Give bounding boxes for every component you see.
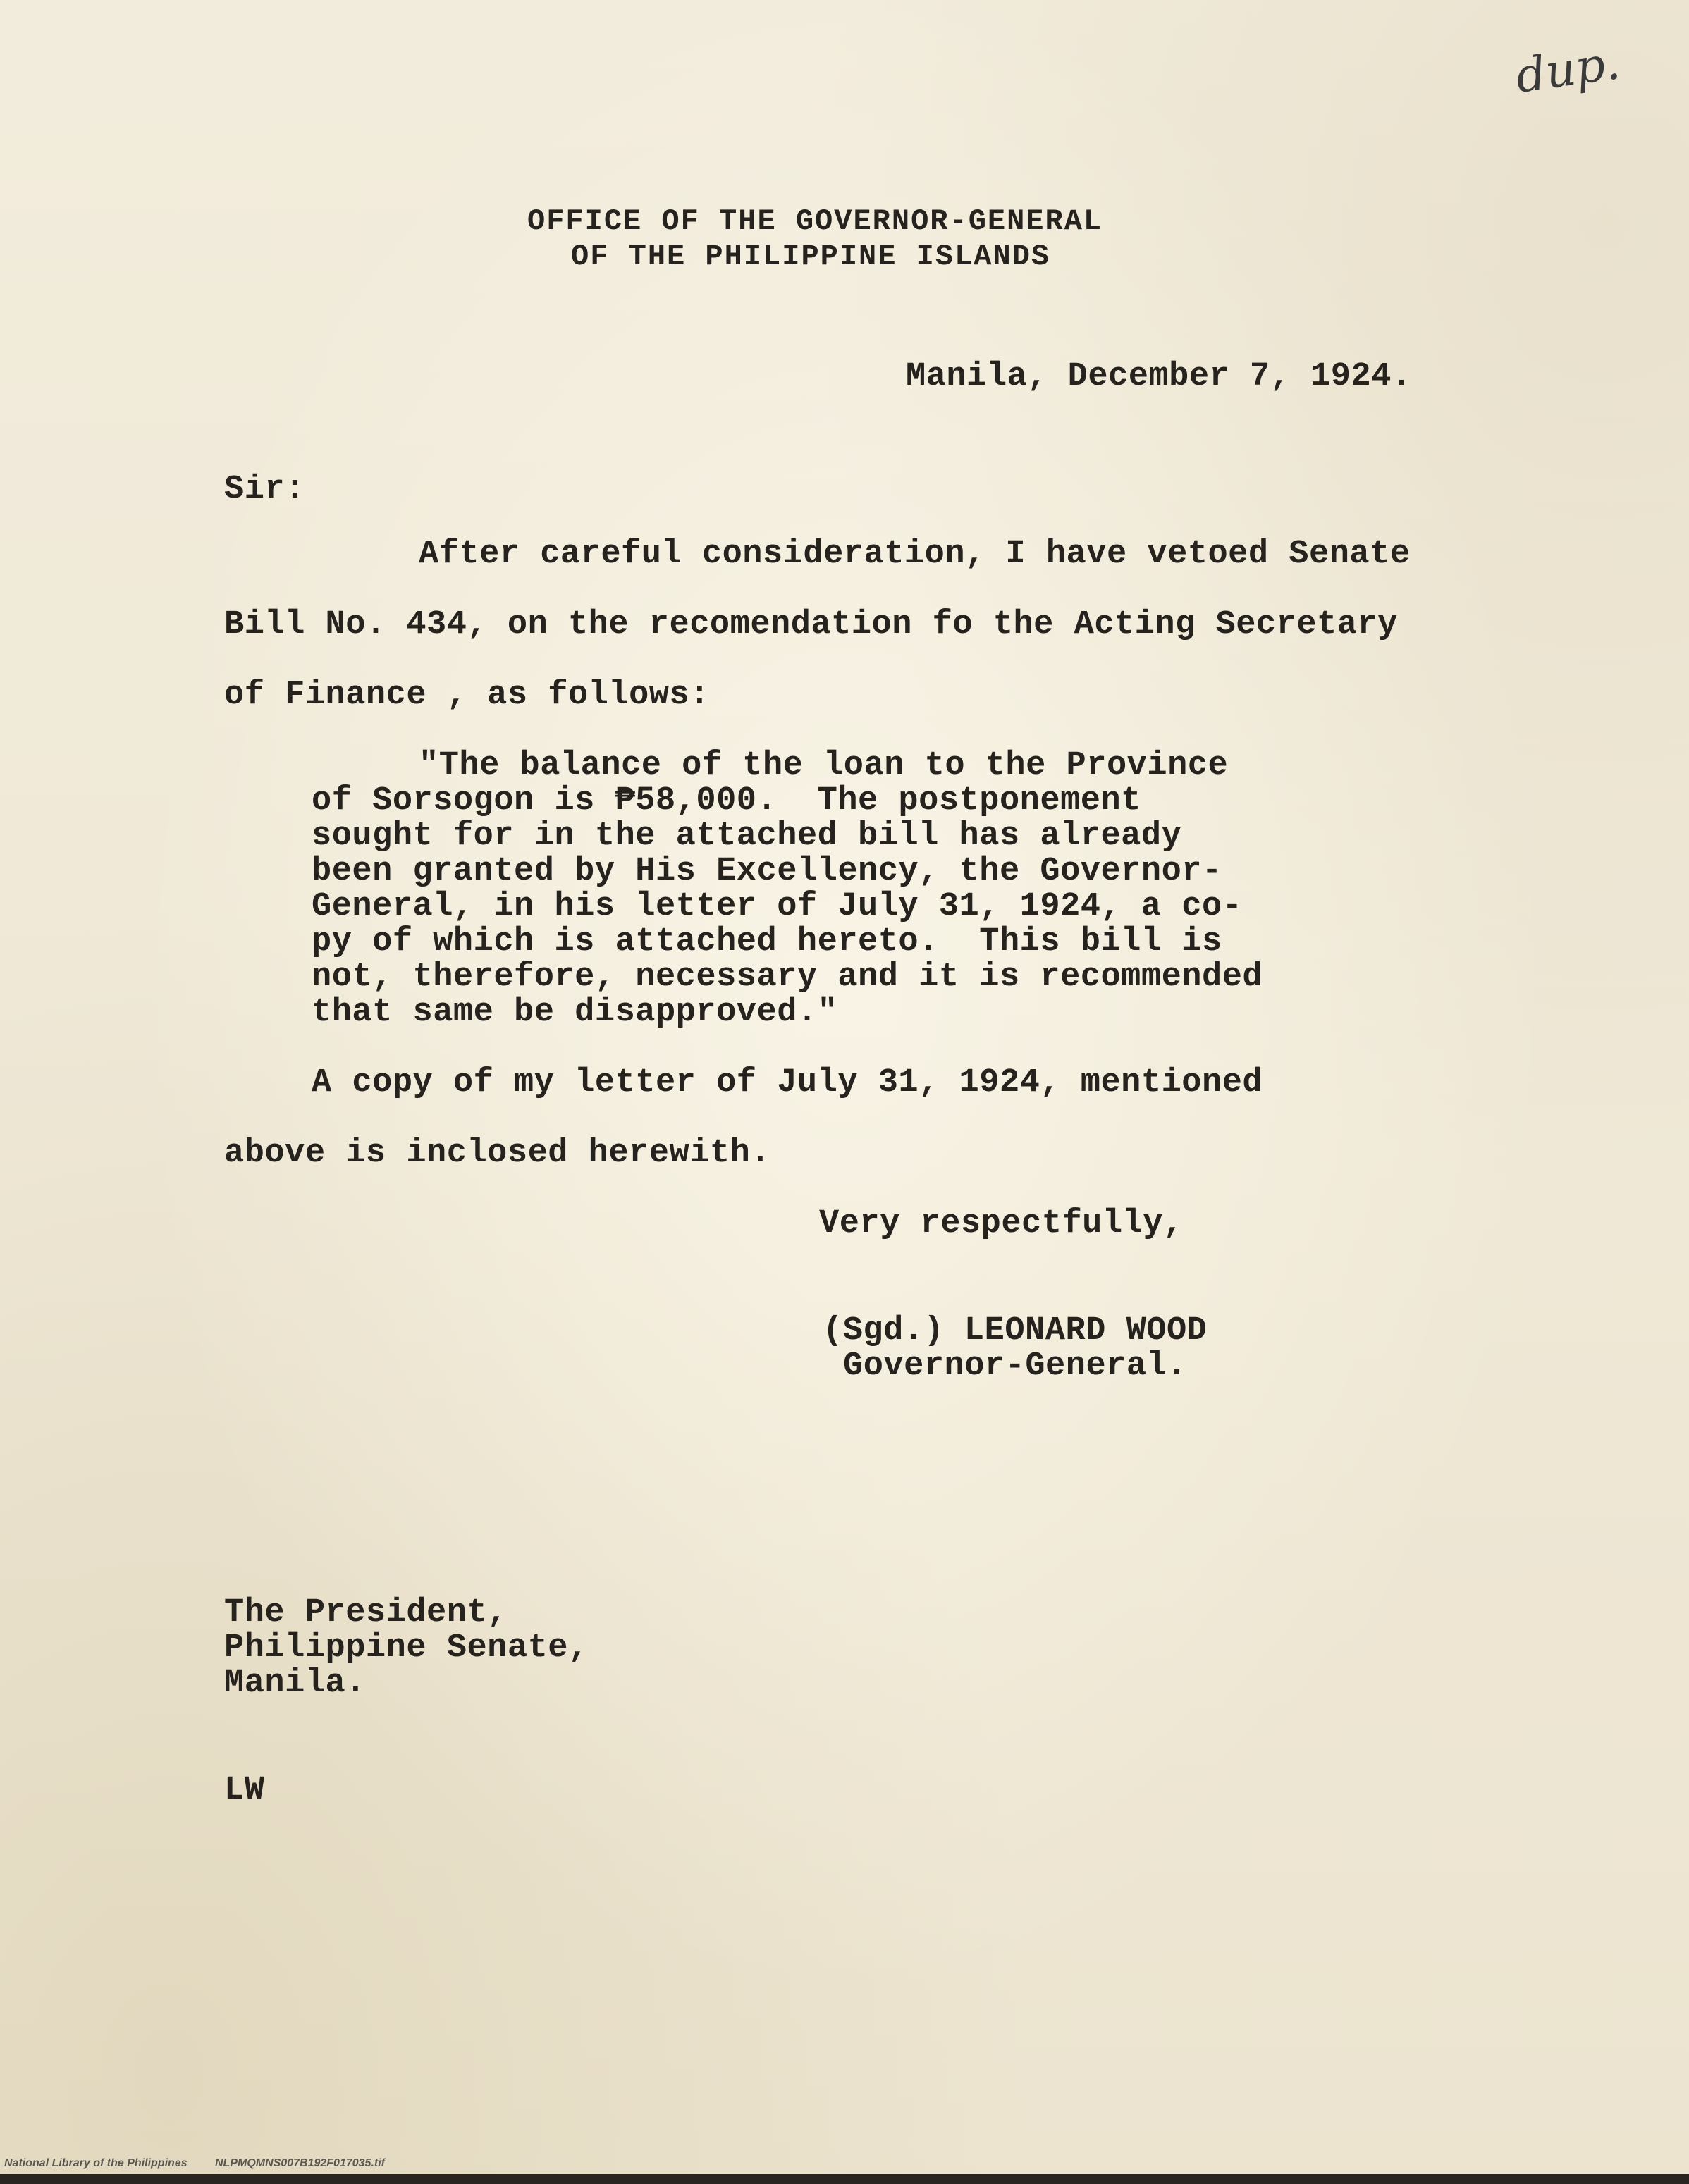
quote-line-2: of Sorsogon is ₱58,000. The postponement: [312, 782, 1141, 820]
footer-library: National Library of the Philippines: [4, 2157, 188, 2169]
quote-line-4: been granted by His Excellency, the Governor-: [312, 853, 1222, 890]
signature-name: (Sgd.) LEONARD WOOD: [823, 1312, 1208, 1350]
quote-line-5: General, in his letter of July 31, 1924, a co-: [312, 888, 1243, 925]
quote-line-3: sought for in the attached bill has already: [312, 818, 1182, 855]
paragraph1-line-2: Bill No. 434, on the recomendation fo the Acting Secretary: [224, 606, 1398, 643]
salutation: Sir:: [224, 471, 305, 508]
closing: Very respectfully,: [819, 1205, 1184, 1242]
heading-line-1: OFFICE OF THE GOVERNOR-GENERAL: [527, 204, 1103, 238]
heading-line-2: OF THE PHILIPPINE ISLANDS: [571, 240, 1051, 273]
signature-title: Governor-General.: [843, 1347, 1187, 1385]
quote-line-6: py of which is attached hereto. This bill is: [312, 923, 1222, 961]
paragraph1-line-3: of Finance , as follows:: [224, 677, 710, 714]
initials: LW: [224, 1772, 265, 1809]
paragraph2-line-2: above is inclosed herewith.: [224, 1135, 771, 1172]
quote-line-1: "The balance of the loan to the Province: [419, 747, 1229, 784]
quote-line-8: that same be disapproved.": [312, 994, 838, 1031]
handwritten-note: dup.: [1512, 35, 1623, 104]
date-line: Manila, December 7, 1924.: [906, 358, 1412, 395]
addressee-line-2: Philippine Senate,: [224, 1629, 589, 1667]
addressee-line-3: Manila.: [224, 1665, 366, 1702]
footer-filename: NLPMQMNS007B192F017035.tif: [215, 2157, 385, 2169]
paragraph2-line-1: A copy of my letter of July 31, 1924, mentioned: [312, 1064, 1263, 1102]
quote-line-7: not, therefore, necessary and it is recommended: [312, 958, 1263, 996]
addressee-line-1: The President,: [224, 1594, 508, 1631]
paragraph1-line-1: After careful consideration, I have vetoed Senate: [419, 536, 1411, 573]
scan-bottom-edge: [0, 2174, 1689, 2184]
